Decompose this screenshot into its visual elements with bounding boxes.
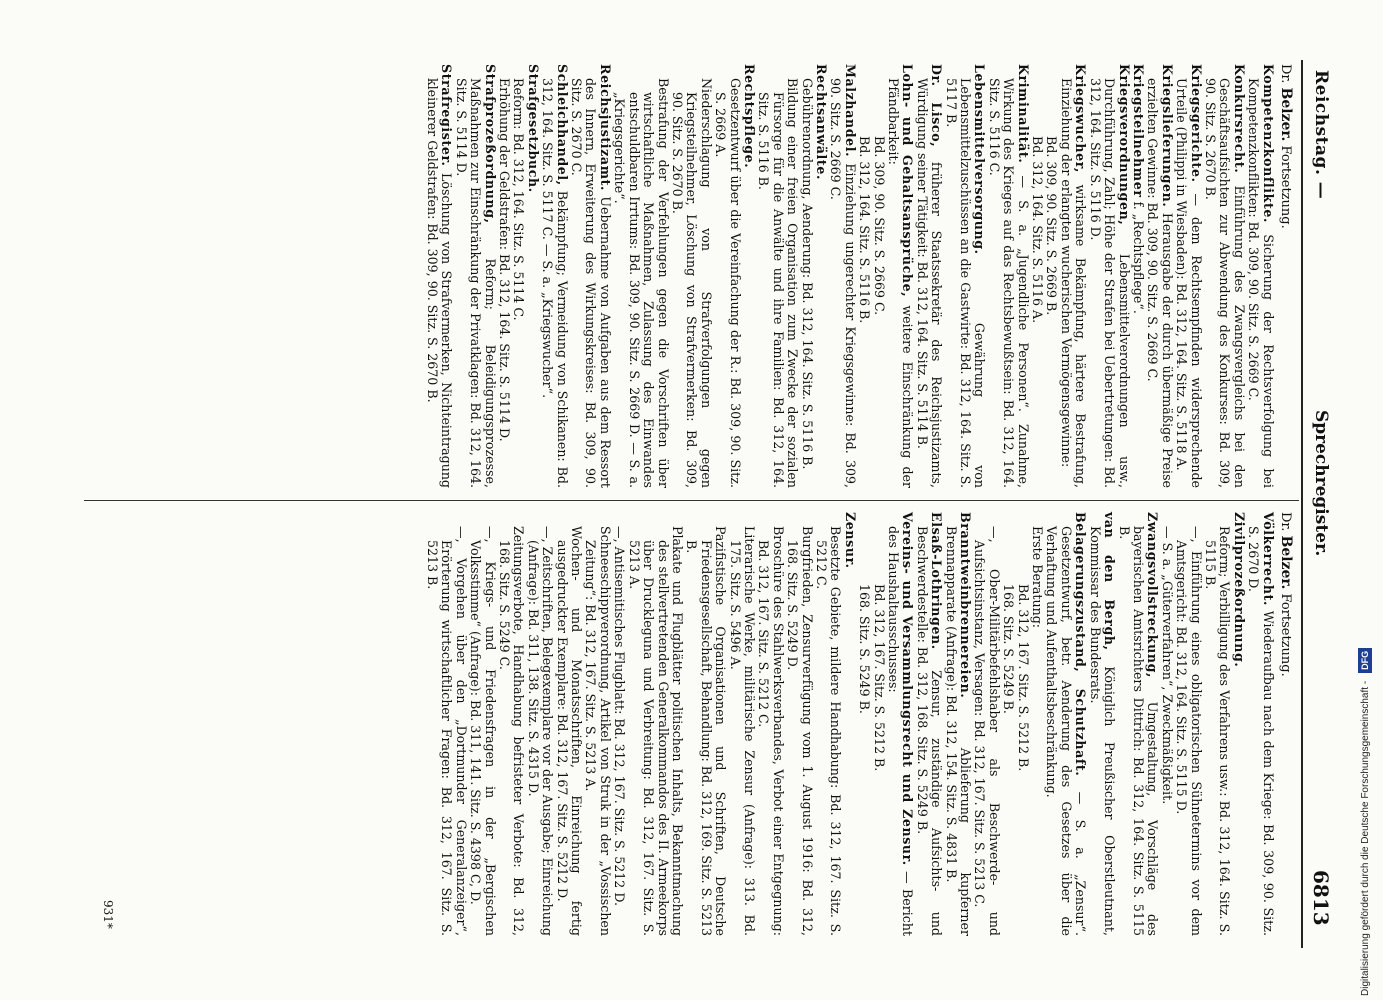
index-subentry: —, Ober-Militärbefehlshaber als Beschwerde- und Aufsichtsinstanz, Versagen: Bd. 312, 167. Sitz. S. 5213 C. bbox=[972, 526, 1002, 936]
index-entry bbox=[569, 64, 612, 488]
header-left: Reichstag. — bbox=[1311, 70, 1331, 200]
index-subentry: —, Zeitschriften, Belegexemplare vor der Ausgabe; Einreichung (Anfrage): Bd. 311, 138. Sitz. S. 4315 D. bbox=[525, 526, 556, 936]
right-heading-name: Belzer. bbox=[1278, 535, 1294, 590]
index-subentry: —, Vorgehen über den „Dortmunder Generalanzeiger“, Erörterung wirtschaftlicher Fragen: Bd. 312, 167. Sitz. S. 5213 B. bbox=[425, 526, 469, 936]
index-entry bbox=[986, 64, 1029, 488]
entry-text: Lebensmittelverordnungen usw., Durchführung, Zahl; Höhe der Strafen bei Uebertretungen: Bd. 312, 164. Sitz. S. 5116 D. bbox=[1087, 78, 1132, 488]
column-divider bbox=[84, 500, 1299, 501]
index-subentry: Gesetzentwurf über die Vereinfachung der R.: Bd. 309, 90. Sitz. S. 2669 A. bbox=[713, 78, 743, 488]
index-entry bbox=[1231, 512, 1245, 936]
index-reference: Bd. 312, 164. Sitz. S. 5116 B. bbox=[857, 136, 873, 324]
index-entry bbox=[814, 64, 828, 488]
index-entry bbox=[842, 512, 856, 936]
index-subentry: Pazifistische Organisationen und Schriften, Deutsche Friedensgesellschaft, Behandlung: Bd. 312, 169. Sitz. S. 5213 B. bbox=[684, 526, 729, 936]
entry-text: Sicherung der Rechtsverfolgung bei Kompetenzkonflikten: Bd. 309, 90. Sitz. S. 2669 C. bbox=[1246, 78, 1276, 488]
entry-keyword: Rechtspflege. bbox=[741, 64, 757, 169]
right-heading-suffix: Fortsetzung. bbox=[1278, 593, 1293, 677]
entry-keyword: Strafprozeßordnung, bbox=[482, 64, 498, 224]
index-reference: Bd. 312, 164. Sitz. S. 5116 A. bbox=[1030, 136, 1046, 324]
entry-keyword: Belagerungszustand, Schutzhaft. bbox=[1073, 512, 1089, 777]
index-entry bbox=[1131, 64, 1145, 488]
index-entry bbox=[1145, 64, 1174, 488]
index-subentry: Burgfrieden, Zensurverfügung vom 1. August 1916: Bd. 312, 168. Sitz. S. 5249 D. bbox=[785, 526, 815, 936]
entry-text: Ablieferung kupferner Brennapparate (Anfrage): Bd. 312, 154. Sitz. S. 4831 B. bbox=[943, 526, 974, 936]
right-column-heading bbox=[1278, 512, 1293, 936]
entry-keyword: Lohn- und Gehaltsansprüche, bbox=[900, 64, 916, 298]
index-entry bbox=[1203, 64, 1246, 488]
index-entry bbox=[425, 64, 454, 488]
entry-text: Bekämpfung; Vermeidung von Schikanen: Bd. 312, 164. Sitz. S. 5117 C. — S. a. „Kriegswucher“. bbox=[540, 78, 570, 488]
entry-keyword: Dr. Lisco, bbox=[929, 64, 945, 148]
index-subentry: Zeitungsverbote, Handhabung befristeter Verbote: Bd. 312, 168. Sitz. S. 5249 C. bbox=[497, 526, 527, 936]
index-entry bbox=[742, 64, 756, 488]
index-subentry: Literarische Werke, militärische Zensur (Anfrage): 313. Bd. 175. Sitz. S. 5496 A. bbox=[727, 526, 757, 936]
entry-text: — Bericht des Haushaltausschusses: bbox=[886, 526, 916, 936]
index-entry bbox=[886, 512, 915, 936]
entry-text: Zensur, zuständige Aufsichts- und Beschwerdestelle: Bd. 312, 168. Sitz. S. 5249 B. bbox=[914, 526, 945, 936]
entry-text: — S. a. „Jugendliche Personen“. Zunahme, Wirkung des Krieges auf das Rechtsbewußtsein: Bd. 312, 164. Sitz. S. 5116 C. bbox=[986, 78, 1031, 488]
index-entry bbox=[1246, 512, 1275, 936]
entry-keyword: Vereins- und Versammlungsrecht und Zensur. bbox=[900, 512, 916, 866]
entry-keyword: Strafgesetzbuch. bbox=[525, 64, 541, 193]
entry-text: Uebernahme von Aufgaben aus dem Ressort des Innern, Erweiterung des Wirkungskreises: Bd. 309, 90. Sitz. S. 2670 C. bbox=[569, 78, 613, 488]
index-entry bbox=[1087, 64, 1130, 488]
entry-keyword: Kriegsteilnehmer bbox=[1130, 64, 1146, 198]
index-entry bbox=[828, 64, 857, 488]
index-subentry: Erste Beratung: bbox=[1030, 526, 1046, 629]
index-entry bbox=[914, 64, 943, 488]
entry-keyword: Branntweinbrennereien. bbox=[958, 512, 974, 699]
entry-keyword: Malzhandel. bbox=[842, 64, 858, 158]
dfg-logo: DFG bbox=[1358, 648, 1372, 673]
entry-text: wirksame Bekämpfung, härtere Bestrafung, Einziehung der erlangten wucherischen Vermögensgewinne: bbox=[1058, 78, 1089, 488]
entry-text: f. „Rechtspflege“. bbox=[1130, 201, 1146, 314]
entry-text: Einziehung ungerechter Kriegsgewinne: Bd. 309, 90. Sitz. S. 2669 C. bbox=[828, 78, 858, 489]
index-entry bbox=[1246, 64, 1275, 488]
index-entry bbox=[943, 64, 986, 488]
entry-text: Herausgabe der durch übermäßige Preise erzielten Gewinne: Bd. 309, 90. Sitz. S. 2669 C. bbox=[1145, 78, 1175, 488]
left-heading-prefix: Dr. bbox=[1278, 64, 1293, 84]
entry-keyword: Kriegswucher, bbox=[1073, 64, 1089, 174]
entry-text: früherer Staatssekretär des Reichsjustizamts, Würdigung seiner Tätigkeit: Bd. 312, 164. Sitz. S. 5114 B. bbox=[914, 78, 945, 488]
index-subentry: Plakate und Flugblätter politischen Inhalts, Bekanntmachung des stellvertretenden Generalkommandos des II. Armeekorps über Druckleguna und Verbreitung: Bd. 312, 167. Sitz. S. 5213 A. bbox=[626, 526, 685, 936]
index-reference: Bd. 312, 167. Sitz. S. 5212 B. bbox=[1015, 584, 1031, 772]
entry-keyword: Kriegsgerichte. bbox=[1188, 64, 1204, 183]
index-subentry: Wochen- und Monatsschriften, Einreichung fertig ausgedruckter Exemplare: Bd. 312, 167. Sitz. S. 5212 D. bbox=[554, 526, 585, 936]
index-subentry: Schneeschippverordnung, Artikel von Struk in der „Vossischen Zeitung“: Bd. 312, 167. Sitz. S. 5213 A. bbox=[583, 526, 613, 936]
left-column-heading bbox=[1278, 64, 1293, 488]
index-reference: Bd. 309, 90. Sitz. S. 2669 B. bbox=[1044, 136, 1060, 316]
footer-page-mark: 931* bbox=[101, 900, 115, 929]
index-entry bbox=[1087, 512, 1116, 936]
entry-text: weitere Einschränkung der Pfändbarkeit: bbox=[886, 78, 916, 488]
index-subentry: Niederschlagung von Strafverfolgungen gegen Kriegsteilnehmer, Löschung von Strafvermerken: Bd. 309, 90. Sitz. S. 2670 B. bbox=[669, 78, 714, 488]
index-reference: Bd. 312, 167. Sitz. S. 5212 B. bbox=[871, 584, 887, 772]
index-entry bbox=[1044, 512, 1087, 936]
index-subentry: —, Einführung eines obligatorischen Sühnetermins vor dem Amtsgericht: Bd. 312, 164. Sitz. S. 5115 D. bbox=[1174, 526, 1204, 936]
index-subentry: Gebührenordnung, Aenderung: Bd. 312, 164. Sitz. S. 5116 B. bbox=[799, 78, 815, 470]
entry-keyword: Völkerrecht. bbox=[1260, 512, 1276, 607]
left-heading-suffix: Fortsetzung. bbox=[1278, 145, 1293, 229]
entry-text: Einführung des Zwangsvergleichs bei den Geschäftsaufsichten zur Abwendung des Konkurses: Bd. 309, 90. Sitz. S. 2670 B. bbox=[1202, 78, 1247, 488]
entry-keyword: Kompetenzkonflikte. bbox=[1260, 64, 1276, 223]
entry-keyword: Zwangsvollstreckung, bbox=[1145, 512, 1161, 678]
index-subentry: —, Kriegs- und Friedensfragen in der „Bergischen Volksstimme“ (Anfrage): Bd. 311, 141. Sitz. S. 4398 C, D. bbox=[468, 526, 498, 936]
index-subentry: Bildung einer freien Organisation zum Zwecke der sozialen Fürsorge für die Anwälte und ihre Familien: Bd. 312, 164. Sitz. S. 5116 B. bbox=[756, 78, 801, 488]
index-reference: 168. Sitz. S. 5249 B. bbox=[1001, 584, 1017, 714]
entry-text: Reform; Beleidigungsprozesse, Maßnahmen zur Einschränkung der Privatklagen: Bd. 312, 164. Sitz. S. 5114 D. bbox=[453, 78, 498, 488]
index-entry bbox=[1116, 512, 1159, 936]
index-entry bbox=[540, 64, 569, 488]
entry-keyword: Strafregister. bbox=[439, 64, 455, 167]
index-entry bbox=[914, 512, 943, 936]
entry-keyword: van den Bergh, bbox=[1102, 512, 1118, 651]
entry-text: Umgestaltung, Vorschläge des bayerischen Amtsrichters Dittrich: Bd. 312, 164. Sitz. S. 5115 B. bbox=[1116, 526, 1161, 936]
entry-keyword: Schleichhandel, bbox=[554, 64, 570, 186]
index-subentry: Erhöhung der Geldstrafen: Bd. 312, 164. Sitz. S. 5114 D. bbox=[497, 78, 513, 442]
left-heading-name: Belzer. bbox=[1278, 87, 1294, 142]
index-subentry: — S. a. „Güterverfahren“, Zweckmäßigkeit. bbox=[1159, 526, 1175, 805]
entry-keyword: Zensur. bbox=[842, 512, 858, 569]
right-heading-prefix: Dr. bbox=[1278, 512, 1293, 532]
index-entry bbox=[886, 64, 915, 488]
sidebar-text: Digitalisierung gefördert durch die Deutsche Forschungsgemeinschaft - bbox=[1359, 680, 1371, 996]
header-center: Sprechregister. bbox=[1311, 410, 1331, 557]
header-rule bbox=[1301, 60, 1303, 948]
index-reference: Bd. 309, 90. Sitz. S. 2669 C. bbox=[871, 136, 887, 316]
entry-text: Gewährung von Lebensmittelzuschüssen an die Gastwirte: Bd. 312, 164. Sitz. S. 5117 B. bbox=[943, 78, 988, 488]
index-subentry: Besetzte Gebiete, mildere Handhabung: Bd. 312, 167. Sitz. S. 5212 C. bbox=[814, 526, 844, 936]
entry-text: — dem Rechtsempfinden widersprechende Urteile (Philippi in Wiesbaden): Bd. 312, 164. Sitz. S. 5118 A. bbox=[1174, 78, 1204, 488]
left-column bbox=[425, 64, 1293, 488]
header-page-number: 6813 bbox=[1309, 870, 1333, 926]
entry-text: Wiederaufbau nach dem Kriege: Bd. 309, 90. Sitz. S. 2670 D. bbox=[1246, 526, 1276, 936]
index-entry bbox=[1174, 64, 1203, 488]
entry-keyword: Kriegsverordnungen, bbox=[1116, 64, 1132, 226]
entry-keyword: Lebensmittelversorgung. bbox=[972, 64, 988, 255]
index-entry bbox=[1059, 64, 1088, 488]
index-entry bbox=[453, 64, 496, 488]
entry-keyword: Konkursrecht. bbox=[1231, 64, 1247, 174]
index-subentry: Reform; Verbilligung des Verfahrens usw.: Bd. 312, 164. Sitz. S. 5115 B. bbox=[1202, 526, 1233, 936]
index-reference: 168. Sitz. S. 5249 B. bbox=[857, 584, 873, 714]
index-entry bbox=[525, 64, 539, 488]
entry-keyword: Rechtsanwälte. bbox=[814, 64, 829, 180]
right-column bbox=[425, 512, 1293, 936]
dfg-sidebar bbox=[1356, 6, 1374, 996]
entry-keyword: Zivilprozeßordnung. bbox=[1231, 512, 1247, 668]
entry-text: Königlich Preußischer Oberstleutnant, Kommissar des Bundesrats. bbox=[1087, 526, 1118, 936]
entry-keyword: Kriminalität. bbox=[1015, 64, 1031, 164]
index-subentry: —, Antisemitisches Flugblatt: Bd. 312, 167. Sitz. S. 5212 D. bbox=[612, 526, 628, 906]
entry-keyword: Elsaß-Lothringen. bbox=[929, 512, 945, 650]
index-subentry: Broschüre des Stahlwerksverbandes, Verbot einer Entgegnung: Bd. 312, 167. Sitz. S. 5212 C. bbox=[756, 526, 786, 936]
index-entry bbox=[943, 512, 972, 936]
entry-text: — S. a. „Zensur“. Gesetzentwurf, betr. Aenderung des Gesetzes über die Verhaftung und Aufenthaltsbeschränkung. bbox=[1044, 526, 1089, 937]
entry-text: Löschung von Strafvermerken, Nichteintragung kleinerer Geldstrafen: Bd. 309, 90. Sitz. S. 2670 B. bbox=[425, 78, 455, 488]
entry-keyword: Reichsjustizamt. bbox=[597, 64, 613, 192]
index-subentry: Bestrafung der Verfehlungen gegen die Vorschriften über wirtschaftliche Maßnahmen, Zulassung des Einwandes entschuldbaren Irrtums: Bd. 309, 90. Sitz. S. 2669 D. — S. a. „Kriegsgerichte“. bbox=[612, 78, 671, 488]
entry-keyword: Kriegslieferungen. bbox=[1159, 64, 1175, 208]
index-subentry: Reform: Bd. 312, 164. Sitz. S. 5114 C. bbox=[511, 78, 527, 321]
